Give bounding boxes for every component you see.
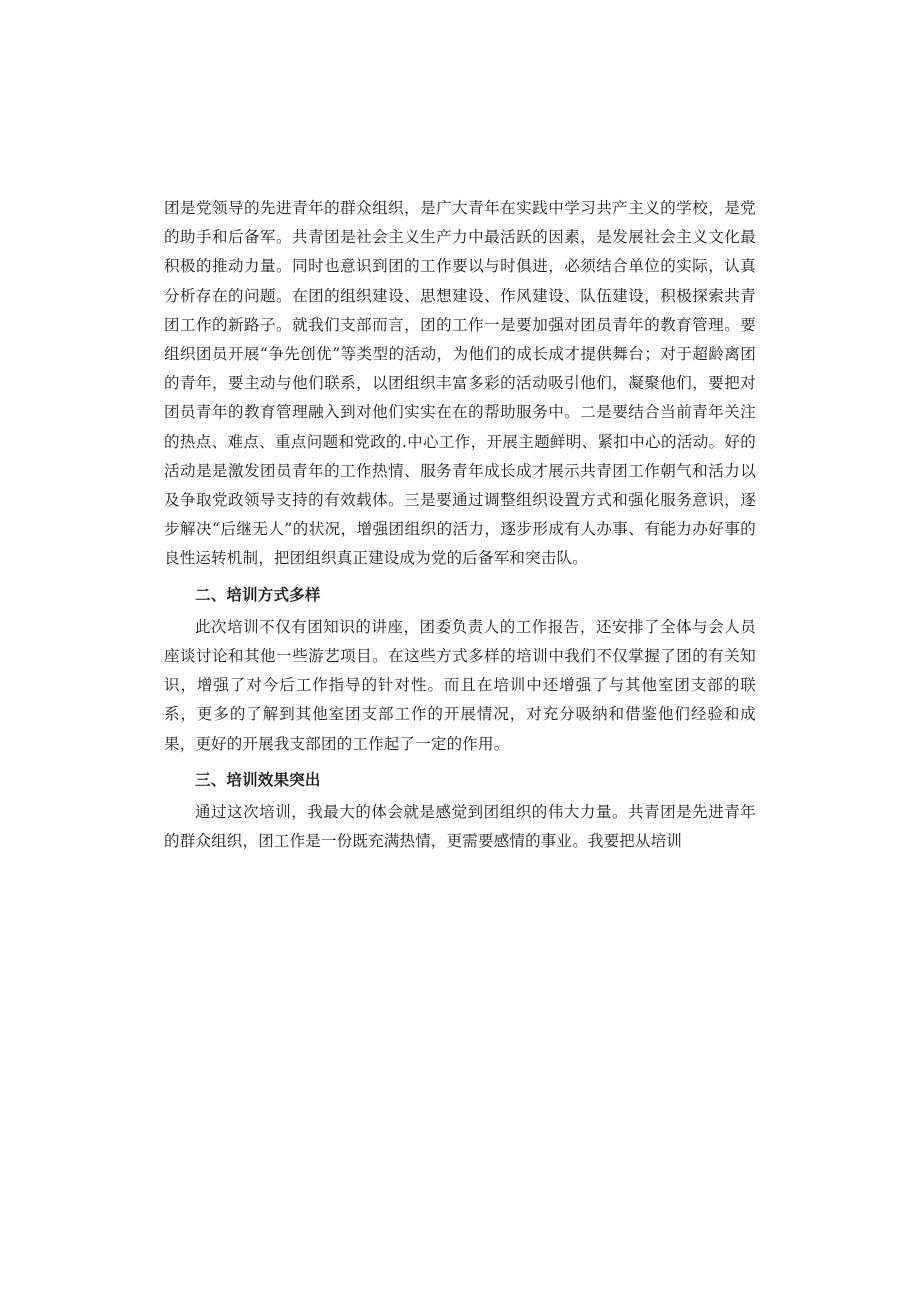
section-heading-training-methods: 二、培训方式多样	[195, 584, 321, 604]
document-page	[164, 194, 756, 856]
section-paragraph-training-methods: 此次培训不仅有团知识的讲座，团委负责人的工作报告，还安排了全体与会人员座谈讨论和其他一些游艺项目。在这些方式多样的培训中我们不仅掌握了团的有关知识，增强了对今后工作指导的针对性。而且在培训中还增强了与其他室团支部的联系，更多的了解到其他室团支部工作的开展情况，对充分吸纳和借鉴他们经验和成果，更好的开展我支部团的工作起了一定的作用。	[164, 617, 756, 753]
section-paragraph-training-results: 通过这次培训，我最大的体会就是感觉到团组织的伟大力量。共青团是先进青年的群众组织，团工作是一份既充满热情，更需要感情的事业。我要把从培训	[164, 803, 756, 851]
intro-paragraph: 团是党领导的先进青年的群众组织，是广大青年在实践中学习共产主义的学校，是党的助手和后备军。共青团是社会主义生产力中最活跃的因素，是发展社会主义文化最积极的推动力量。同时也意识到团的工作要以与时俱进，必须结合单位的实际，认真分析存在的问题。在团的组织建设、思想建设、作风建设、队伍建设，积极探索共青团工作的新路子。就我们支部而言，团的工作一是要加强对团员青年的教育管理。要组织团员开展“争先创优”等类型的活动，为他们的成长成才提供舞台；对于超龄离团的青年，要主动与他们联系，以团组织丰富多彩的活动吸引他们，凝聚他们，要把对团员青年的教育管理融入到对他们实实在在的帮助服务中。二是要结合当前青年关注的热点、难点、重点问题和党政的.中心工作，开展主题鲜明、紧扣中心的活动。好的活动是是激发团员青年的工作热情、服务青年成长成才展示共青团工作朝气和活力以及争取党政领导支持的有效载体。三是要通过调整组织设置方式和强化服务意识，逐步解决“后继无人”的状况，增强团组织的活力，逐步形成有人办事、有能力办好事的良性运转机制，把团组织真正建设成为党的后备军和突击队。	[164, 199, 756, 568]
section-heading-training-results: 三、培训效果突出	[195, 769, 321, 789]
